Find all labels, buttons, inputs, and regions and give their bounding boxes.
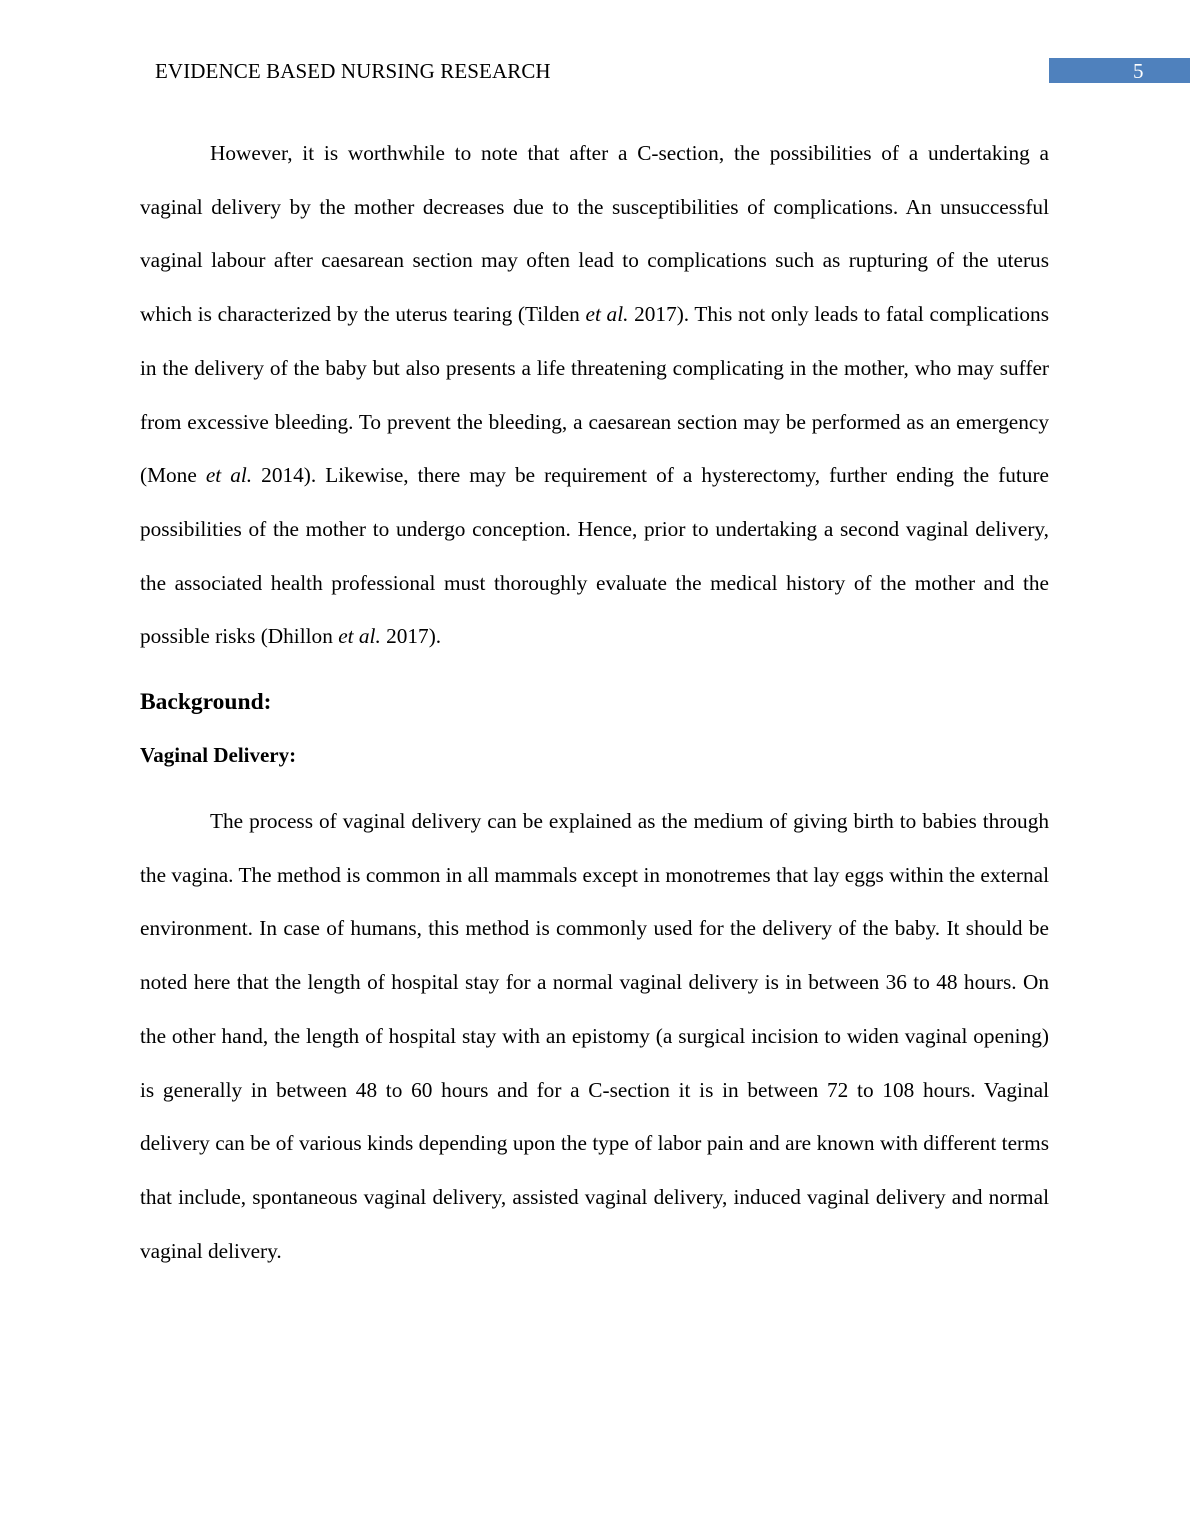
intro-text-4: 2017). bbox=[380, 624, 442, 649]
citation-et-al: et al. bbox=[585, 302, 629, 327]
document-body bbox=[140, 127, 1049, 1278]
running-header: EVIDENCE BASED NURSING RESEARCH bbox=[155, 59, 551, 83]
citation-et-al: et al. bbox=[338, 624, 381, 649]
background-heading: Background: bbox=[140, 689, 272, 716]
intro-text-1: However, it is worthwhile to note that after a C-section, the possibilities of a undertaking a vaginal delivery by the mother decreases due to the susceptibilities of complications. An unsuccessful vaginal labour after caesarean section may often lead to complications such as rupturing of the uterus which is characterized by the uterus tearing (Tilden bbox=[140, 141, 1049, 327]
vaginal-delivery-heading: Vaginal Delivery: bbox=[140, 743, 297, 768]
intro-text-3: 2014). Likewise, there may be requirement of a hysterectomy, further ending the future possibilities of the mother to undergo conception. Hence, prior to undertaking a second vaginal delivery, the associated health professional must thoroughly evaluate the medical history of the mother and the possible risks (Dhillon bbox=[140, 463, 1049, 649]
intro-paragraph bbox=[140, 127, 1049, 664]
vaginal-delivery-paragraph: The process of vaginal delivery can be explained as the medium of giving birth to babies through the vagina. The method is common in all mammals except in monotremes that lay eggs within the external environment. In case of humans, this method is commonly used for the delivery of the baby. It should be noted here that the length of hospital stay for a normal vaginal delivery is in between 36 to 48 hours. On the other hand, the length of hospital stay with an epistomy (a surgical incision to widen vaginal opening) is generally in between 48 to 60 hours and for a C-section it is in between 72 to 108 hours. Vaginal delivery can be of various kinds depending upon the type of labor pain and are known with different terms that include, spontaneous vaginal delivery, assisted vaginal delivery, induced vaginal delivery and normal vaginal delivery. bbox=[140, 809, 1049, 1263]
intro-text-2: 2017). This not only leads to fatal complications in the delivery of the baby but also presents a life threatening complicating in the mother, who may suffer from excessive bleeding. To prevent the bleeding, a caesarean section may be performed as an emergency (Mone bbox=[140, 302, 1049, 488]
page-number-box bbox=[1049, 58, 1190, 83]
page-number: 5 bbox=[1133, 59, 1144, 83]
citation-et-al: et al. bbox=[205, 463, 253, 488]
